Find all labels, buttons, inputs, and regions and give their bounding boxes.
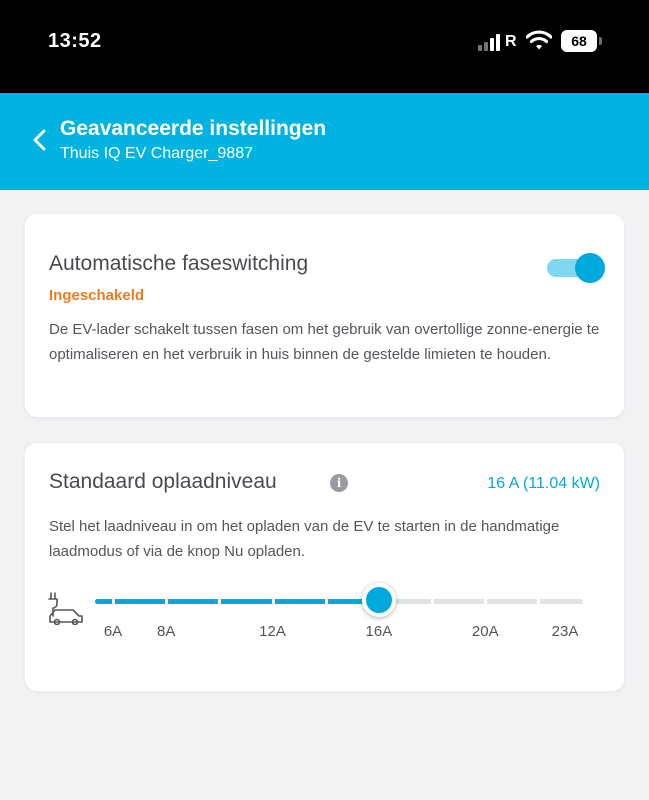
slider-tick	[218, 598, 221, 605]
charge-level-card	[25, 443, 624, 691]
app-header	[0, 93, 649, 190]
page-title: Geavanceerde instellingen	[60, 117, 327, 140]
battery-indicator: 68	[561, 30, 597, 52]
status-bar	[0, 0, 649, 93]
slider-tick	[325, 598, 328, 605]
wifi-icon	[526, 29, 552, 51]
slider-tick-label: 12A	[259, 623, 286, 640]
status-badge: Ingeschakeld	[49, 287, 145, 304]
phase-switching-card	[25, 214, 624, 417]
charge-level-value: 16 A (11.04 kW)	[487, 475, 600, 492]
charge-level-slider[interactable]	[95, 595, 583, 607]
charge-level-title: Standaard oplaadniveau	[49, 470, 277, 493]
slider-tick	[112, 598, 115, 605]
cellular-signal-icon	[478, 33, 508, 51]
slider-tick	[431, 598, 434, 605]
phase-switching-title: Automatische faseswitching	[49, 252, 309, 275]
phase-switching-toggle[interactable]	[547, 254, 605, 282]
slider-tick	[537, 598, 540, 605]
slider-tick	[165, 598, 168, 605]
carrier-label: R	[505, 33, 517, 50]
slider-tick-label: 6A	[103, 623, 123, 640]
slider-tick	[272, 598, 275, 605]
slider-tick-label: 16A	[365, 623, 393, 640]
phase-switching-description: De EV-lader schakelt tussen fasen om het gebruik van overtollige zonne-energie te optimaliseren en het verbruik in huis binnen de gestelde limieten te houden.	[49, 321, 600, 363]
slider-tick-label: 8A	[156, 623, 176, 640]
chevron-left-icon[interactable]	[30, 127, 50, 153]
toggle-knob	[575, 253, 605, 283]
slider-tick-label: 20A	[471, 623, 499, 640]
info-icon[interactable]: i	[330, 474, 348, 492]
charge-level-description: Stel het laadniveau in om het opladen van de EV te starten in de handmatige laadmodus of via de knop Nu opladen.	[49, 518, 560, 560]
slider-tick-label: 23A	[551, 623, 579, 640]
status-time: 13:52	[48, 30, 102, 52]
slider-handle[interactable]	[362, 583, 396, 617]
slider-tick	[484, 598, 487, 605]
slider-fill	[95, 599, 379, 604]
page-subtitle: Thuis IQ EV Charger_9887	[60, 145, 253, 162]
ev-charging-car-icon	[47, 589, 85, 625]
